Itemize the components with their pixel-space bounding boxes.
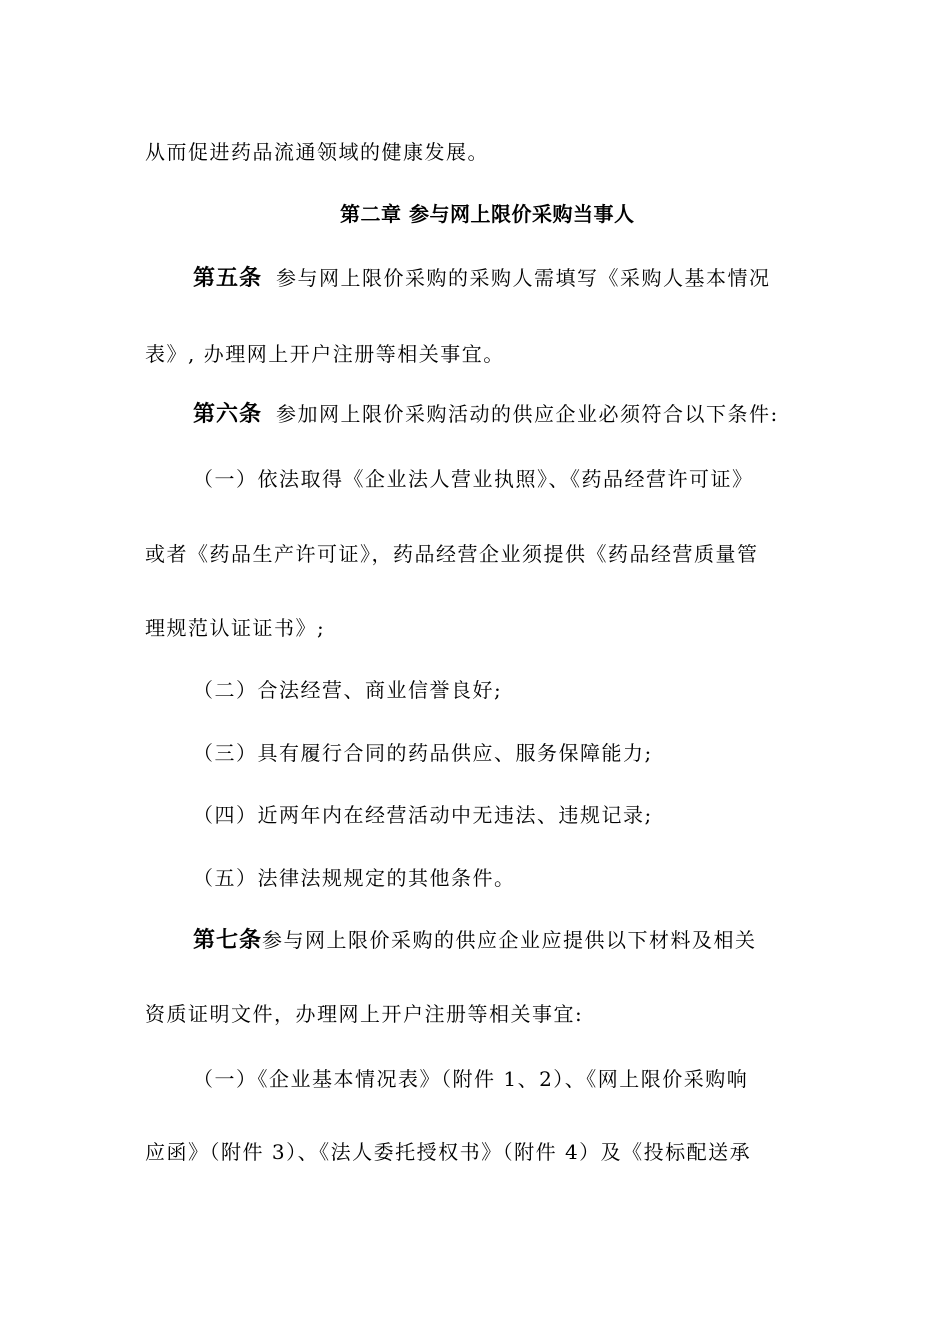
chapter-heading: 第二章 参与网上限价采购当事人 — [340, 202, 635, 226]
condition-5: （五）法律法规规定的其他条件。 — [193, 866, 516, 890]
condition-3: （三）具有履行合同的药品供应、服务保障能力; — [193, 741, 653, 765]
condition-4: （四）近两年内在经营活动中无违法、违规记录; — [193, 803, 653, 827]
article-6-line — [193, 400, 779, 429]
article-5-text: 参与网上限价采购的采购人需填写《采购人基本情况 — [276, 266, 771, 290]
material-1-line-2: 应函》（附件 3）、《法人委托授权书》（附件 4）及《投标配送承 — [145, 1140, 752, 1164]
condition-1-line-1: （一）依法取得《企业法人营业执照》、《药品经营许可证》 — [193, 467, 754, 491]
material-1-line-1: （一）《企业基本情况表》（附件 1、2）、《网上限价采购响 — [193, 1067, 749, 1091]
article-5-continuation: 表》, 办理网上开户注册等相关事宜。 — [145, 342, 505, 366]
condition-1-line-2: 或者《药品生产许可证》，药品经营企业须提供《药品经营质量管 — [145, 542, 759, 566]
article-7-label: 第七条 — [193, 928, 263, 953]
condition-2: （二）合法经营、商业信誉良好; — [193, 678, 503, 702]
article-7-line — [193, 926, 757, 955]
article-5-label: 第五条 — [193, 266, 263, 291]
article-6-text: 参加网上限价采购活动的供应企业必须符合以下条件: — [276, 402, 779, 426]
article-7-continuation: 资质证明文件，办理网上开户注册等相关事宜: — [145, 1002, 584, 1026]
article-7-text: 参与网上限价采购的供应企业应提供以下材料及相关 — [262, 928, 757, 952]
article-6-label: 第六条 — [193, 402, 263, 427]
condition-1-line-3: 理规范认证证书》; — [145, 616, 326, 640]
paragraph-line: 从而促进药品流通领域的健康发展。 — [145, 140, 489, 164]
article-5-line — [193, 264, 771, 293]
